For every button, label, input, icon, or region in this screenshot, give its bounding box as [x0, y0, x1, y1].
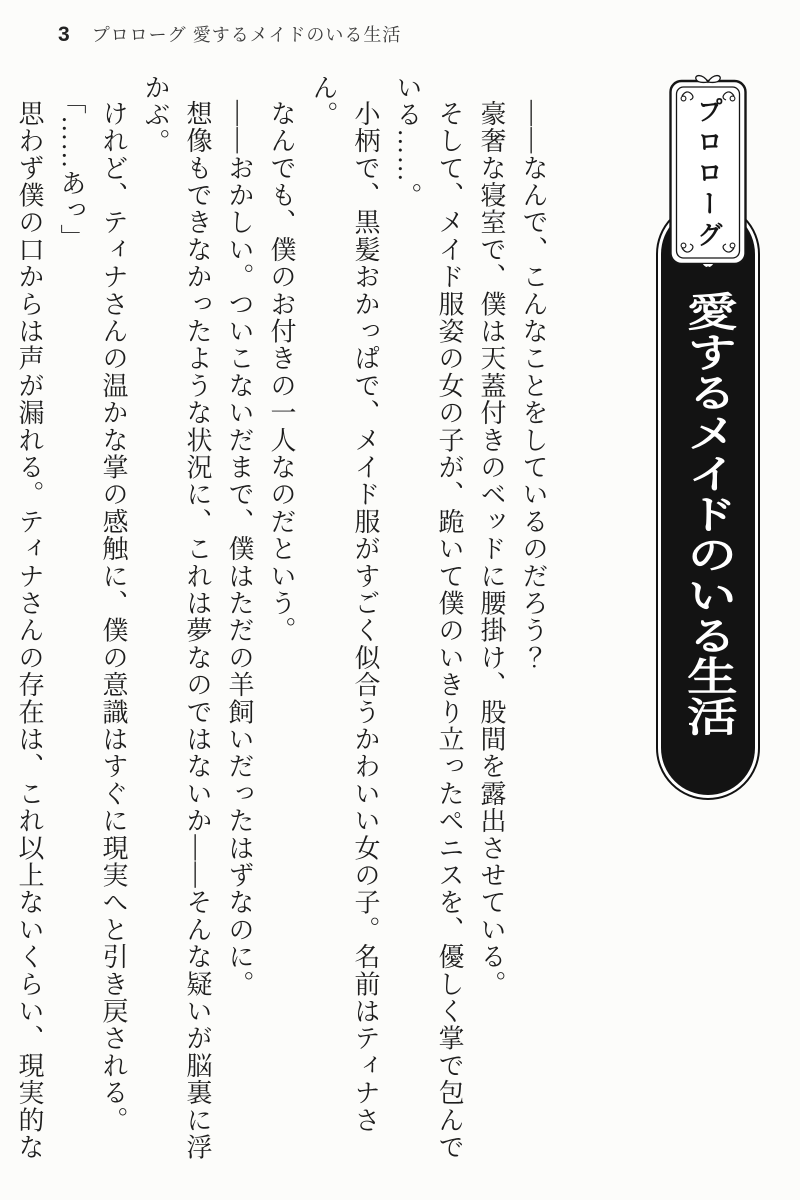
paragraph-8: けれど、ティナさんの温かな掌の感触に、僕の意識はすぐに現実へと引き戻される。 [99, 100, 128, 1134]
page-header [58, 21, 401, 47]
page-number: 3 [58, 23, 70, 46]
paragraph-10: 思わず僕の口からは声が漏れる。ティナさんの存在は、これ以上ないくらい、現実的な [15, 100, 44, 1161]
chapter-banner [654, 74, 762, 800]
paragraph-5: なんでも、僕のお付きの一人なのだという。 [267, 100, 296, 644]
page-body [8, 74, 554, 1166]
paragraph-1: ――なんで、こんなことをしているのだろう？ [519, 100, 548, 672]
chapter-title-bar-inner [661, 207, 755, 795]
paragraph-9-quote: 「……あっ」 [57, 88, 86, 252]
paragraph-2: 豪奢な寝室で、僕は天蓋付きのベッドに腰掛け、股間を露出させている。 [477, 100, 506, 998]
chapter-title-bar [656, 202, 760, 800]
chapter-title: 愛するメイドのいる生活 [679, 291, 736, 737]
paragraph-7: 想像もできなかったような状況に、これは夢なのではないか――そんな疑いが脳裏に浮かぶ。 [141, 74, 212, 1161]
paragraph-3: そして、メイド服姿の女の子が、跪いて僕のいきり立ったペニスを、優しく掌で包んでいる……。 [393, 74, 464, 1161]
running-title: プロローグ 愛するメイドのいる生活 [91, 25, 402, 45]
prologue-ornate-frame [669, 74, 747, 270]
paragraph-6: ――おかしい。ついこないだまで、僕はただの羊飼いだったはずなのに。 [225, 100, 254, 998]
paragraph-4: 小柄で、黒髪おかっぱで、メイド服がすごく似合うかわいい女の子。名前はティナさん。 [309, 74, 380, 1134]
prologue-label: プロローグ [693, 96, 723, 252]
